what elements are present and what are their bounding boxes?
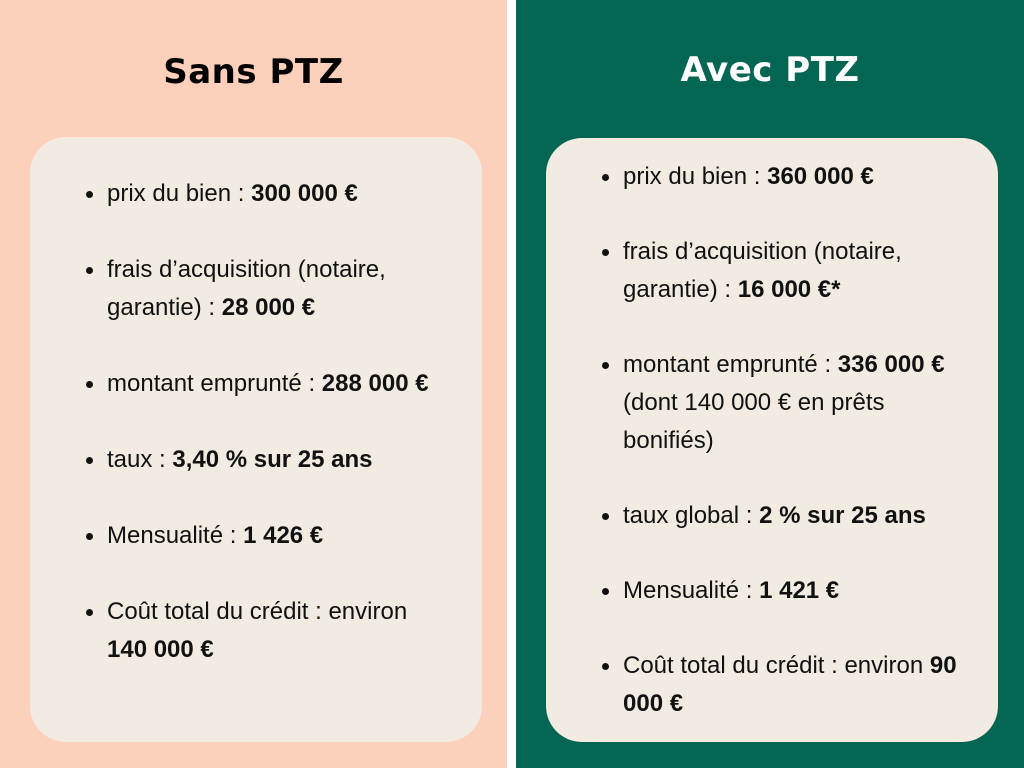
item-label: prix du bien :	[623, 163, 768, 190]
left-item-prix	[30, 175, 482, 213]
item-label: montant emprunté :	[623, 351, 838, 378]
left-item-cout-total	[30, 593, 482, 669]
item-suffix: (dont 140 000 € en prêts bonifiés)	[623, 389, 885, 454]
item-label: Mensualité :	[107, 522, 244, 549]
item-label: montant emprunté :	[107, 370, 322, 397]
item-value: 3,40 % sur 25 ans	[172, 446, 373, 473]
item-label: taux :	[107, 446, 173, 473]
right-item-cout-total	[546, 647, 998, 723]
right-title: Avec PTZ	[680, 50, 860, 90]
left-item-mensualite	[30, 517, 482, 555]
item-value: 300 000 €	[251, 180, 358, 207]
item-label: Coût total du crédit : environ	[623, 652, 930, 679]
item-value: 360 000 €	[767, 163, 874, 190]
item-label: Coût total du crédit : environ	[107, 598, 408, 625]
left-panel-sans-ptz	[0, 0, 507, 768]
item-value: 2 % sur 25 ans	[759, 502, 926, 529]
right-item-list	[546, 158, 998, 760]
right-item-mensualite	[546, 572, 998, 610]
item-label: prix du bien :	[107, 180, 252, 207]
item-label: Mensualité :	[623, 577, 760, 604]
right-item-prix	[546, 158, 998, 196]
item-value: 1 426 €	[243, 522, 324, 549]
item-value: 90 000 €	[623, 652, 957, 717]
item-value: 28 000 €	[221, 294, 316, 321]
right-item-frais	[546, 233, 998, 309]
item-value: 336 000 €	[837, 351, 945, 378]
item-label: frais d’acquisition (notaire, garantie) :	[107, 256, 386, 321]
item-value: 1 421 €	[759, 577, 840, 604]
left-item-list	[30, 175, 482, 707]
left-item-montant	[30, 365, 482, 403]
right-panel-avec-ptz	[516, 0, 1024, 768]
item-value: 140 000 €	[107, 636, 214, 663]
left-item-frais	[30, 251, 482, 327]
item-label: frais d’acquisition (notaire, garantie) :	[623, 238, 902, 303]
left-item-taux	[30, 441, 482, 479]
item-value: 288 000 €	[321, 370, 429, 397]
right-item-montant	[546, 346, 998, 460]
left-title: Sans PTZ	[163, 52, 344, 92]
left-card	[30, 137, 482, 742]
right-card	[546, 138, 998, 742]
item-label: taux global :	[623, 502, 760, 529]
right-item-taux	[546, 497, 998, 535]
item-value: 16 000 €*	[737, 276, 841, 303]
